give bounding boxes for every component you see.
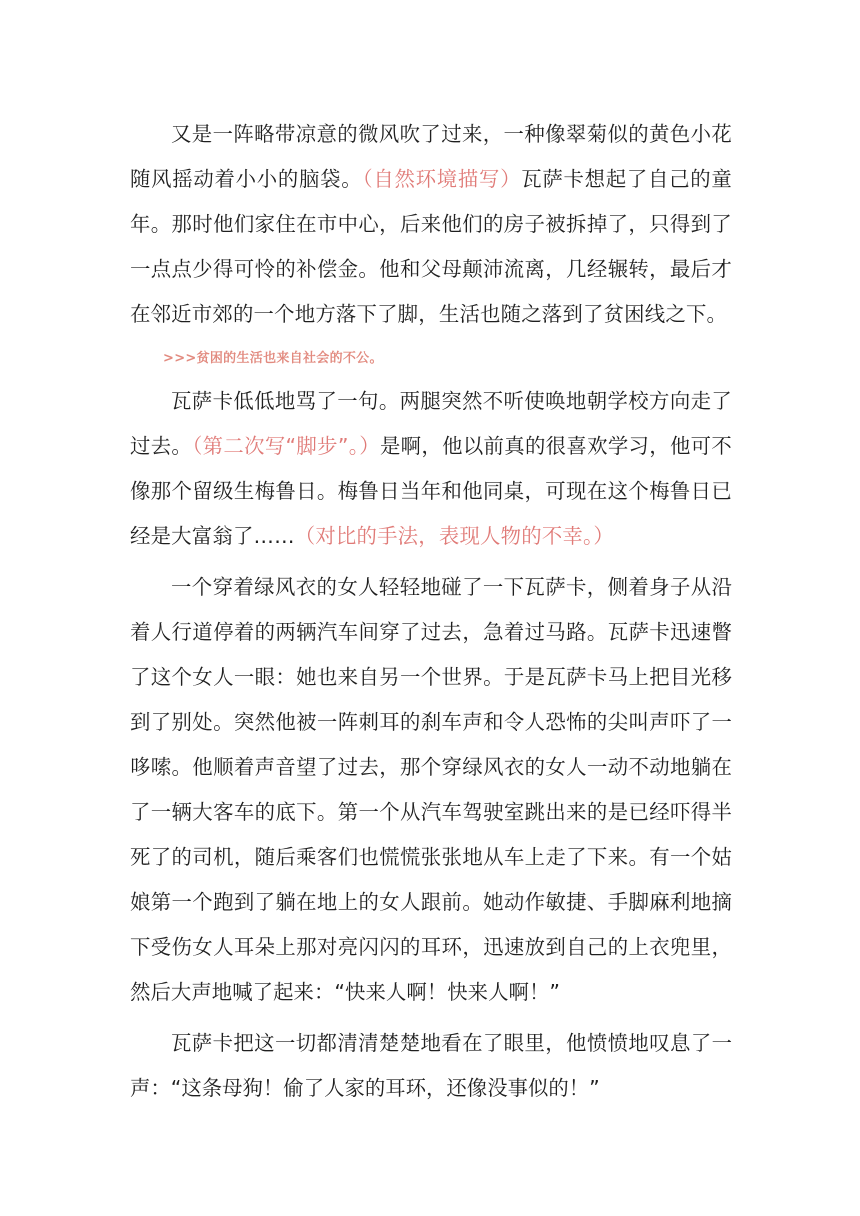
- paragraph-text: 瓦萨卡把这一切都清清楚楚地看在了眼里，他愤愤地叹息了一声：“这条母狗！偷了人家的耳环，还像没事似的！”: [130, 1031, 732, 1100]
- paragraph-accident: [130, 565, 732, 1015]
- paragraph-text: 瓦萨卡想起了自己的童年。那时他们家住在市中心，后来他们的房子被拆掉了，只得到了一点点少得可怜的补偿金。他和父母颠沛流离，几经辗转，最后才在邻近市郊的一个地方落下了脚，生活也随之落到了贫困线之下。: [130, 167, 732, 326]
- annotation-note: （第二次写“脚步”。）: [192, 434, 380, 458]
- margin-comment: >>>贫困的生活也来自社会的不公。: [163, 351, 383, 366]
- paragraph-reaction: [130, 1021, 732, 1111]
- annotation-note: （对比的手法，表现人物的不幸。）: [294, 524, 614, 548]
- paragraph-school: [130, 379, 732, 559]
- document-page: [130, 112, 732, 1111]
- annotation-note: （自然环境描写）: [362, 167, 522, 191]
- paragraph-childhood: [130, 112, 732, 337]
- paragraph-text: 一个穿着绿风衣的女人轻轻地碰了一下瓦萨卡，侧着身子从沿着人行道停着的两辆汽车间穿了过去，急着过马路。瓦萨卡迅速瞥了这个女人一眼：她也来自另一个世界。于是瓦萨卡马上把目光移到了别处。突然他被一阵刺耳的刹车声和令人恐怖的尖叫声吓了一哆嗦。他顺着声音望了过去，那个穿绿风衣的女人一动不动地躺在了一辆大客车的底下。第一个从汽车驾驶室跳出来的是已经吓得半死了的司机，随后乘客们也慌慌张张地从车上走了下来。有一个姑娘第一个跑到了躺在地上的女人跟前。她动作敏捷、手脚麻利地摘下受伤女人耳朵上那对亮闪闪的耳环，迅速放到自己的上衣兜里，然后大声地喊了起来：“快来人啊！快来人啊！”: [130, 575, 732, 1004]
- paragraph-text: 是啊，他以前真的很喜欢学习，他可不像那个留级生梅鲁日。梅鲁日当年和他同桌，可现在这个梅鲁日已经是大富翁了……: [130, 434, 732, 548]
- paragraph-text: 又是一阵略带凉意的微风吹了过来，一种像翠菊似的黄色小花随风摇动着小小的脑袋。: [130, 122, 732, 191]
- paragraph-text: 瓦萨卡低低地骂了一句。两腿突然不听使唤地朝学校方向走了过去。: [130, 389, 732, 458]
